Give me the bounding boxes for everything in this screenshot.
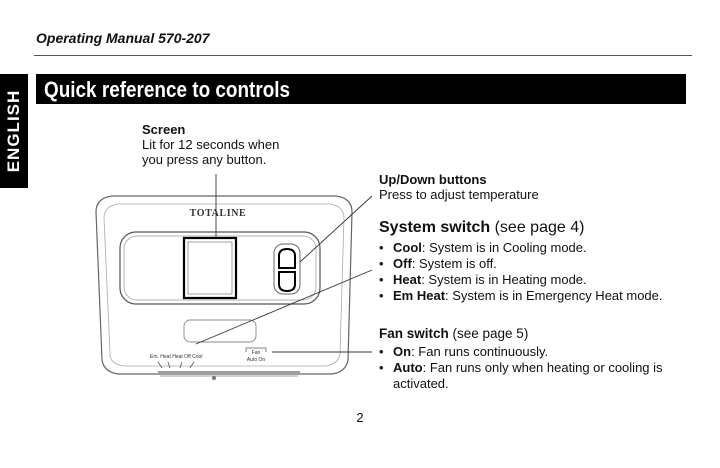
system-switch-heading (379, 219, 709, 237)
list-item (379, 360, 709, 392)
updown-title: Up/Down buttons (379, 172, 487, 187)
system-switch-callout (379, 219, 709, 304)
item-term: Auto (393, 360, 423, 375)
list-item (379, 288, 709, 304)
fan-label: Fan (251, 350, 261, 356)
list-item (379, 272, 709, 288)
list-item (379, 344, 709, 360)
section-title: Quick reference to controls (44, 77, 291, 102)
system-switch-list (379, 240, 709, 304)
list-item (379, 240, 709, 256)
language-tab-label: ENGLISH (4, 89, 23, 173)
system-switch-page-note: (see page 4) (490, 219, 585, 236)
fan-switch-heading (379, 326, 709, 341)
item-desc: : Fan runs only when heating or cooling is (422, 360, 663, 375)
list-item (379, 256, 709, 272)
item-desc: : Fan runs continuously. (411, 344, 549, 359)
screen-desc-line1: Lit for 12 seconds when (142, 137, 280, 152)
screen-desc-line2: you press any button. (142, 152, 267, 167)
device-brand: TOTALINE (189, 208, 247, 219)
item-term: Em Heat (393, 288, 446, 303)
down-button[interactable] (279, 272, 295, 291)
page-number: 2 (356, 410, 364, 425)
up-button[interactable] (279, 249, 295, 268)
updown-desc: Press to adjust temperature (379, 187, 539, 202)
fan-options-label: Auto On (246, 357, 266, 363)
mode-switch-labels: Em. Heat Heat Off Cool (150, 354, 203, 360)
fan-switch-title: Fan switch (379, 326, 449, 341)
fan-switch-callout (379, 326, 709, 392)
fan-switch-list (379, 344, 709, 392)
screen-title: Screen (142, 122, 186, 137)
item-desc: : System is off. (411, 256, 497, 271)
fan-switch-page-note: (see page 5) (448, 326, 529, 341)
item-desc-continued: activated. (393, 376, 449, 391)
item-desc: : System is in Cooling mode. (421, 240, 587, 255)
system-switch-title: System switch (379, 219, 491, 236)
item-term: Heat (393, 272, 422, 287)
item-term: On (393, 344, 412, 359)
item-desc: : System is in Emergency Heat mode. (445, 288, 663, 303)
display-screen[interactable] (184, 238, 236, 298)
item-term: Off (393, 256, 412, 271)
screen-callout (142, 122, 332, 167)
updown-callout (379, 172, 679, 202)
item-desc: : System is in Heating mode. (421, 272, 587, 287)
item-term: Cool (393, 240, 422, 255)
manual-title: Operating Manual 570-207 (36, 30, 210, 46)
